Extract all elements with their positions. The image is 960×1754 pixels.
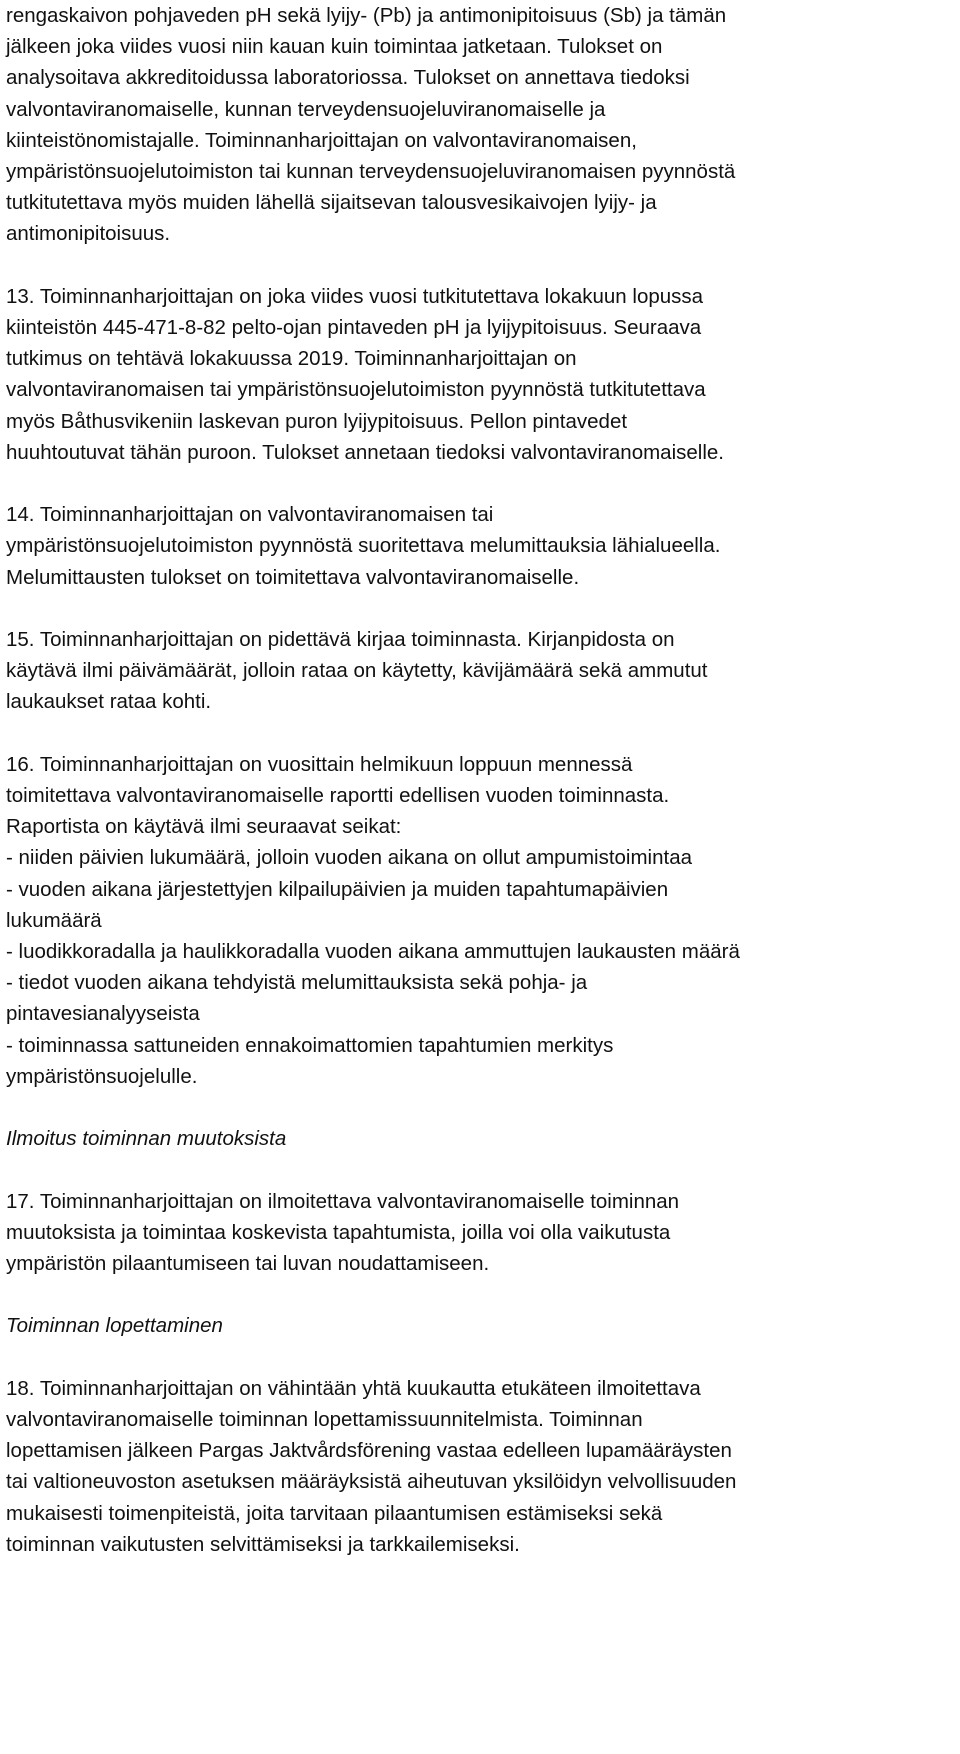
paragraph-spacer <box>6 593 954 624</box>
item-14-paragraph: 14. Toiminnanharjoittajan on valvontaviranomaisen tai ympäristönsuojelutoimiston pyynnöstä suoritettava melumittauksia lähialueella. Melumittausten tulokset on toimitettava valvontaviranomaiselle. <box>6 503 721 589</box>
item-13-paragraph: 13. Toiminnanharjoittajan on joka viides vuosi tutkitutettava lokakuun lopussa kiinteistön 445-471-8-82 pelto-ojan pintaveden pH ja lyijypitoisuus. Seuraava tutkimus on tehtävä lokakuussa 2019. Toiminnanharjoittajan on valvontaviranomaisen tai ympäristönsuojelutoimiston pyynnöstä tutkitutettava myös Båthusvikeniin laskevan puron lyijypitoisuus. Pellon pintavedet huuhtoutuvat tähän puroon. Tulokset annetaan tiedoksi valvontaviranomaiselle. <box>6 284 724 464</box>
item-18-paragraph: 18. Toiminnanharjoittajan on vähintään yhtä kuukautta etukäteen ilmoitettava valvontaviranomaiselle toiminnan lopettamissuunnitelmista. Toiminnan lopettamisen jälkeen Pargas Jaktvårdsförening vastaa edelleen lupamääräysten tai valtioneuvoston asetuksen määräyksistä aiheutuvan yksilöidyn velvollisuuden mukaisesti toimenpiteistä, joita tarvitaan pilaantumisen estämiseksi sekä toiminnan vaikutusten selvittämiseksi ja tarkkailemiseksi. <box>6 1376 737 1556</box>
item-16-paragraph: 16. Toiminnanharjoittajan on vuosittain helmikuun loppuun mennessä toimitettava valvontaviranomaiselle raportti edellisen vuoden toiminnasta. Raportista on käytävä ilmi seuraavat seikat: - niiden päivien lukumäärä, jolloin vuoden aikana on ollut ampumistoimintaa - vuoden aikana järjestettyjen kilpailupäivien ja muiden tapahtumapäivien lukumäärä - luodikkoradalla ja haulikkoradalla vuoden aikana ammuttujen laukausten määrä - tiedot vuoden aikana tehdyistä melumittauksista sekä pohja- ja pintavesianalyyseista - toiminnassa sattuneiden ennakoimattomien tapahtumien merkitys ympäristönsuojelulle. <box>6 752 740 1088</box>
item-17-paragraph: 17. Toiminnanharjoittajan on ilmoitettava valvontaviranomaiselle toiminnan muutoksista ja toimintaa koskevista tapahtumista, joilla voi olla vaikutusta ympäristön pilaantumiseen tai luvan noudattamiseen. <box>6 1189 680 1276</box>
document-page <box>6 0 954 1560</box>
section-heading-termination: Toiminnan lopettaminen <box>6 1314 223 1338</box>
intro-paragraph: rengaskaivon pohjaveden pH sekä lyijy- (Pb) ja antimonipitoisuus (Sb) ja tämän jälkeen joka viides vuosi niin kauan kuin toimintaa jatketaan. Tulokset on analysoitava akkreditoidussa laboratoriossa. Tulokset on annettava tiedoksi valvontaviranomaiselle, kunnan terveydensuojeluviranomaiselle ja kiinteistönomistajalle. Toiminnanharjoittajan on valvontaviranomaisen, ympäristönsuojelutoimiston tai kunnan terveydensuojeluviranomaisen pyynnöstä tutkitutettava myös muiden lähellä sijaitsevan talousvesikaivojen lyijy- ja antimonipitoisuus. <box>6 4 736 246</box>
paragraph-spacer <box>6 1092 954 1123</box>
section-heading-changes: Ilmoitus toiminnan muutoksista <box>6 1127 287 1151</box>
paragraph-spacer <box>6 718 954 749</box>
paragraph-spacer <box>6 468 954 499</box>
item-15-paragraph: 15. Toiminnanharjoittajan on pidettävä kirjaa toiminnasta. Kirjanpidosta on käytävä ilmi päivämäärät, jolloin rataa on käytetty, kävijämäärä sekä ammutut laukaukset rataa kohti. <box>6 628 708 714</box>
paragraph-spacer <box>6 1154 954 1185</box>
paragraph-spacer <box>6 1342 954 1373</box>
paragraph-spacer <box>6 250 954 281</box>
paragraph-spacer <box>6 1279 954 1310</box>
